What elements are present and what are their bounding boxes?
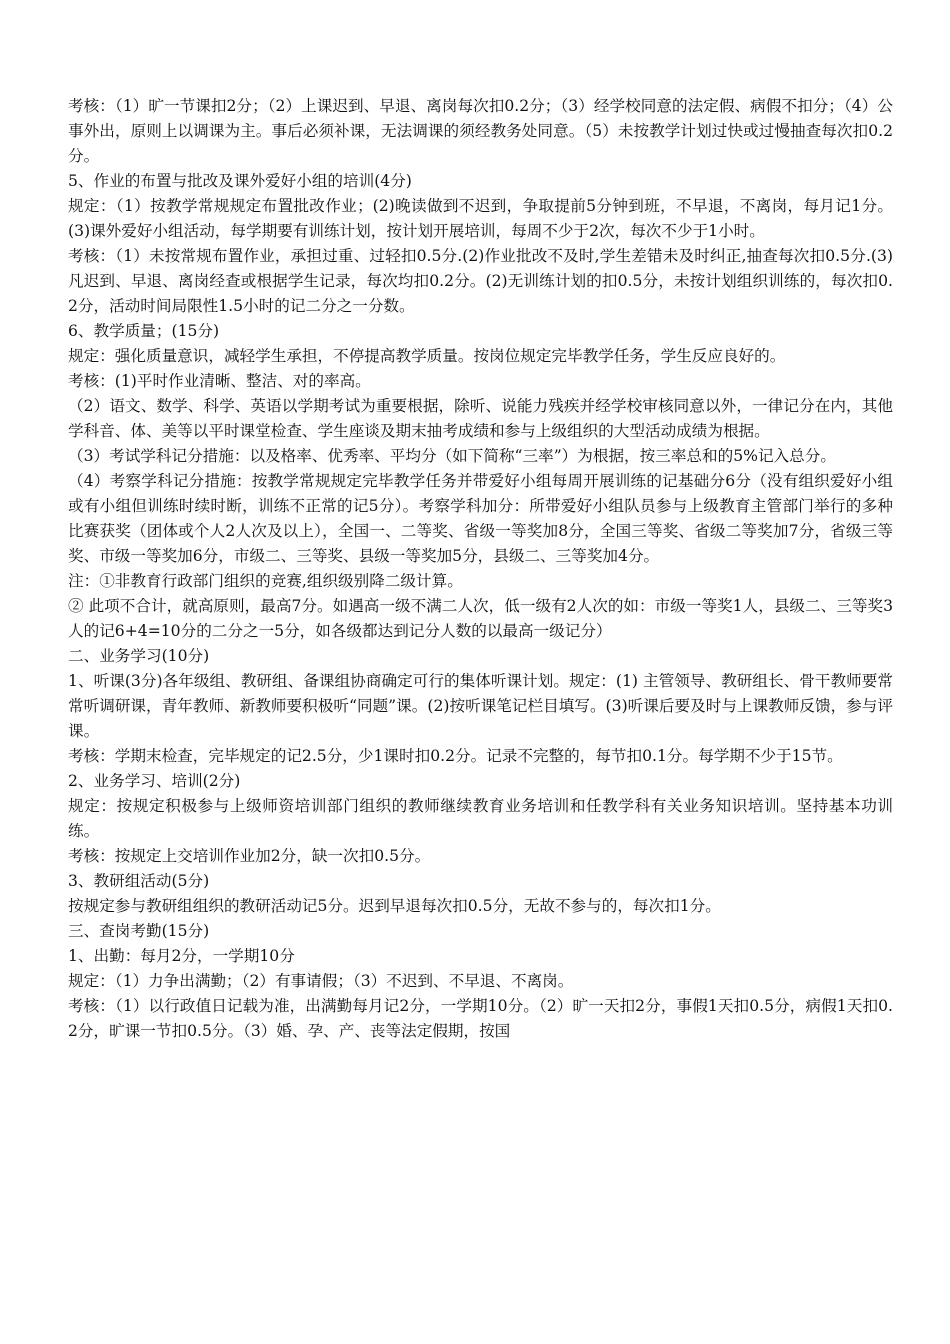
paragraph-attendance-rules: 规定：（1）力争出满勤；（2）有事请假；（3）不迟到、不早退、不离岗。: [68, 972, 574, 990]
paragraph-research-group-rules: 按规定参与教研组组织的教研活动记5分。迟到早退每次扣0.5分，无故不参与的，每次扣1分。: [68, 897, 721, 915]
section-heading-research-group: 3、教研组活动(5分): [68, 872, 210, 890]
section-heading-attendance: 1、出勤：每月2分，一学期10分: [68, 947, 295, 965]
paragraph-attendance-assessment: 考核：（1）以行政值日记载为准，出满勤每月记2分，一学期10分。（2）旷一天扣2分，事假1天扣0.5分，病假1天扣0.2分，旷课一节扣0.5分。（3）婚、孕、产、丧等法定假期，按国: [68, 997, 893, 1040]
document-page: [68, 94, 893, 1044]
paragraph-training-assessment: 考核：按规定上交培训作业加2分，缺一次扣0.5分。: [68, 847, 431, 865]
paragraph-lesson-observation: 1、听课(3分)各年级组、教研组、备课组协商确定可行的集体听课计划。规定：(1) 主管领导、教研组长、骨干教师要常常听调研课，青年教师、新教师要积极听“同题”课。(2)按听课笔记栏目填写。(3)听课后要及时与上课教师反馈，参与评课。: [68, 672, 893, 740]
paragraph-note-2: ② 此项不合计，就高原则，最高7分。如遇高一级不满二人次，低一级有2人次的如：市级一等奖1人，县级二、三等奖3人的记6+4=10分的二分之一5分，如各级都达到记分人数的以最高一级记分）: [68, 597, 893, 640]
paragraph-observation-assessment: 考核：学期末检查，完毕规定的记2.5分，少1课时扣0.2分。记录不完整的，每节扣0.1分。每学期不少于15节。: [68, 747, 843, 765]
paragraph-quality-assessment-4: （4）考察学科记分措施：按教学常规规定完毕教学任务并带爱好小组每周开展训练的记基础分6分（没有组织爱好小组或有小组但训练时续时断，训练不正常的记5分）。考察学科加分：所带爱好小组队员参与上级教育主管部门举行的多种比赛获奖（团体或个人2人次及以上），全国一、二等奖、省级一等奖加8分，全国三等奖、省级二等奖加7分，省级三等奖、市级一等奖加6分，市级二、三等奖、县级一等奖加5分，县级二、三等奖加4分。: [68, 472, 893, 565]
paragraph-exam-attendance-rules: 考核：（1）旷一节课扣2分；（2）上课迟到、早退、离岗每次扣0.2分；（3）经学校同意的法定假、病假不扣分；（4）公事外出，原则上以调课为主。事后必须补课，无法调课的须经教务处同意。（5）未按教学计划过快或过慢抽查每次扣0.2分。: [68, 97, 893, 165]
section-heading-training: 2、业务学习、培训(2分): [68, 772, 241, 790]
paragraph-quality-assessment-1: 考核：(1)平时作业清晰、整洁、对的率高。: [68, 372, 371, 390]
paragraph-quality-assessment-3: （3）考试学科记分措施：以及格率、优秀率、平均分（如下简称“三率”）为根据，按三率总和的5%记入总分。: [68, 447, 836, 465]
paragraph-homework-assessment: 考核：（1）未按常规布置作业，承担过重、过轻扣0.5分.(2)作业批改不及时,学生差错未及时纠正,抽查每次扣0.5分.(3)凡迟到、早退、离岗经查或根据学生记录，每次均扣0.2分。(2)无训练计划的扣0.5分，未按计划组织训练的，每次扣0.2分，活动时间局限性1.5小时的记二分之一分数。: [68, 247, 893, 315]
section-heading-teaching-quality: 6、教学质量；(15分): [68, 322, 220, 340]
section-heading-homework: 5、作业的布置与批改及课外爱好小组的培训(4分): [68, 172, 412, 190]
paragraph-quality-assessment-2: （2）语文、数学、科学、英语以学期考试为重要根据，除听、说能力残疾并经学校审核同意以外，一律记分在内，其他学科音、体、美等以平时课堂检查、学生座谈及期末抽考成绩和参与上级组织的大型活动成绩为根据。: [68, 397, 893, 440]
paragraph-note-1: 注：①非教育行政部门组织的竞赛,组织级别降二级计算。: [68, 572, 463, 590]
section-heading-professional-study: 二、业务学习(10分): [68, 647, 210, 665]
paragraph-training-rules: 规定：按规定积极参与上级师资培训部门组织的教师继续教育业务培训和任教学科有关业务知识培训。坚持基本功训练。: [68, 797, 893, 840]
paragraph-homework-rules: 规定：（1）按教学常规规定布置批改作业；(2)晚读做到不迟到，争取提前5分钟到班，不早退，不离岗，每月记1分。(3)课外爱好小组活动，每学期要有训练计划，按计划开展培训，每周不少于2次，每次不少于1小时。: [68, 197, 893, 240]
paragraph-quality-rules: 规定：强化质量意识，减轻学生承担，不停提高教学质量。按岗位规定完毕教学任务，学生反应良好的。: [68, 347, 786, 365]
section-heading-attendance-check: 三、查岗考勤(15分): [68, 922, 210, 940]
